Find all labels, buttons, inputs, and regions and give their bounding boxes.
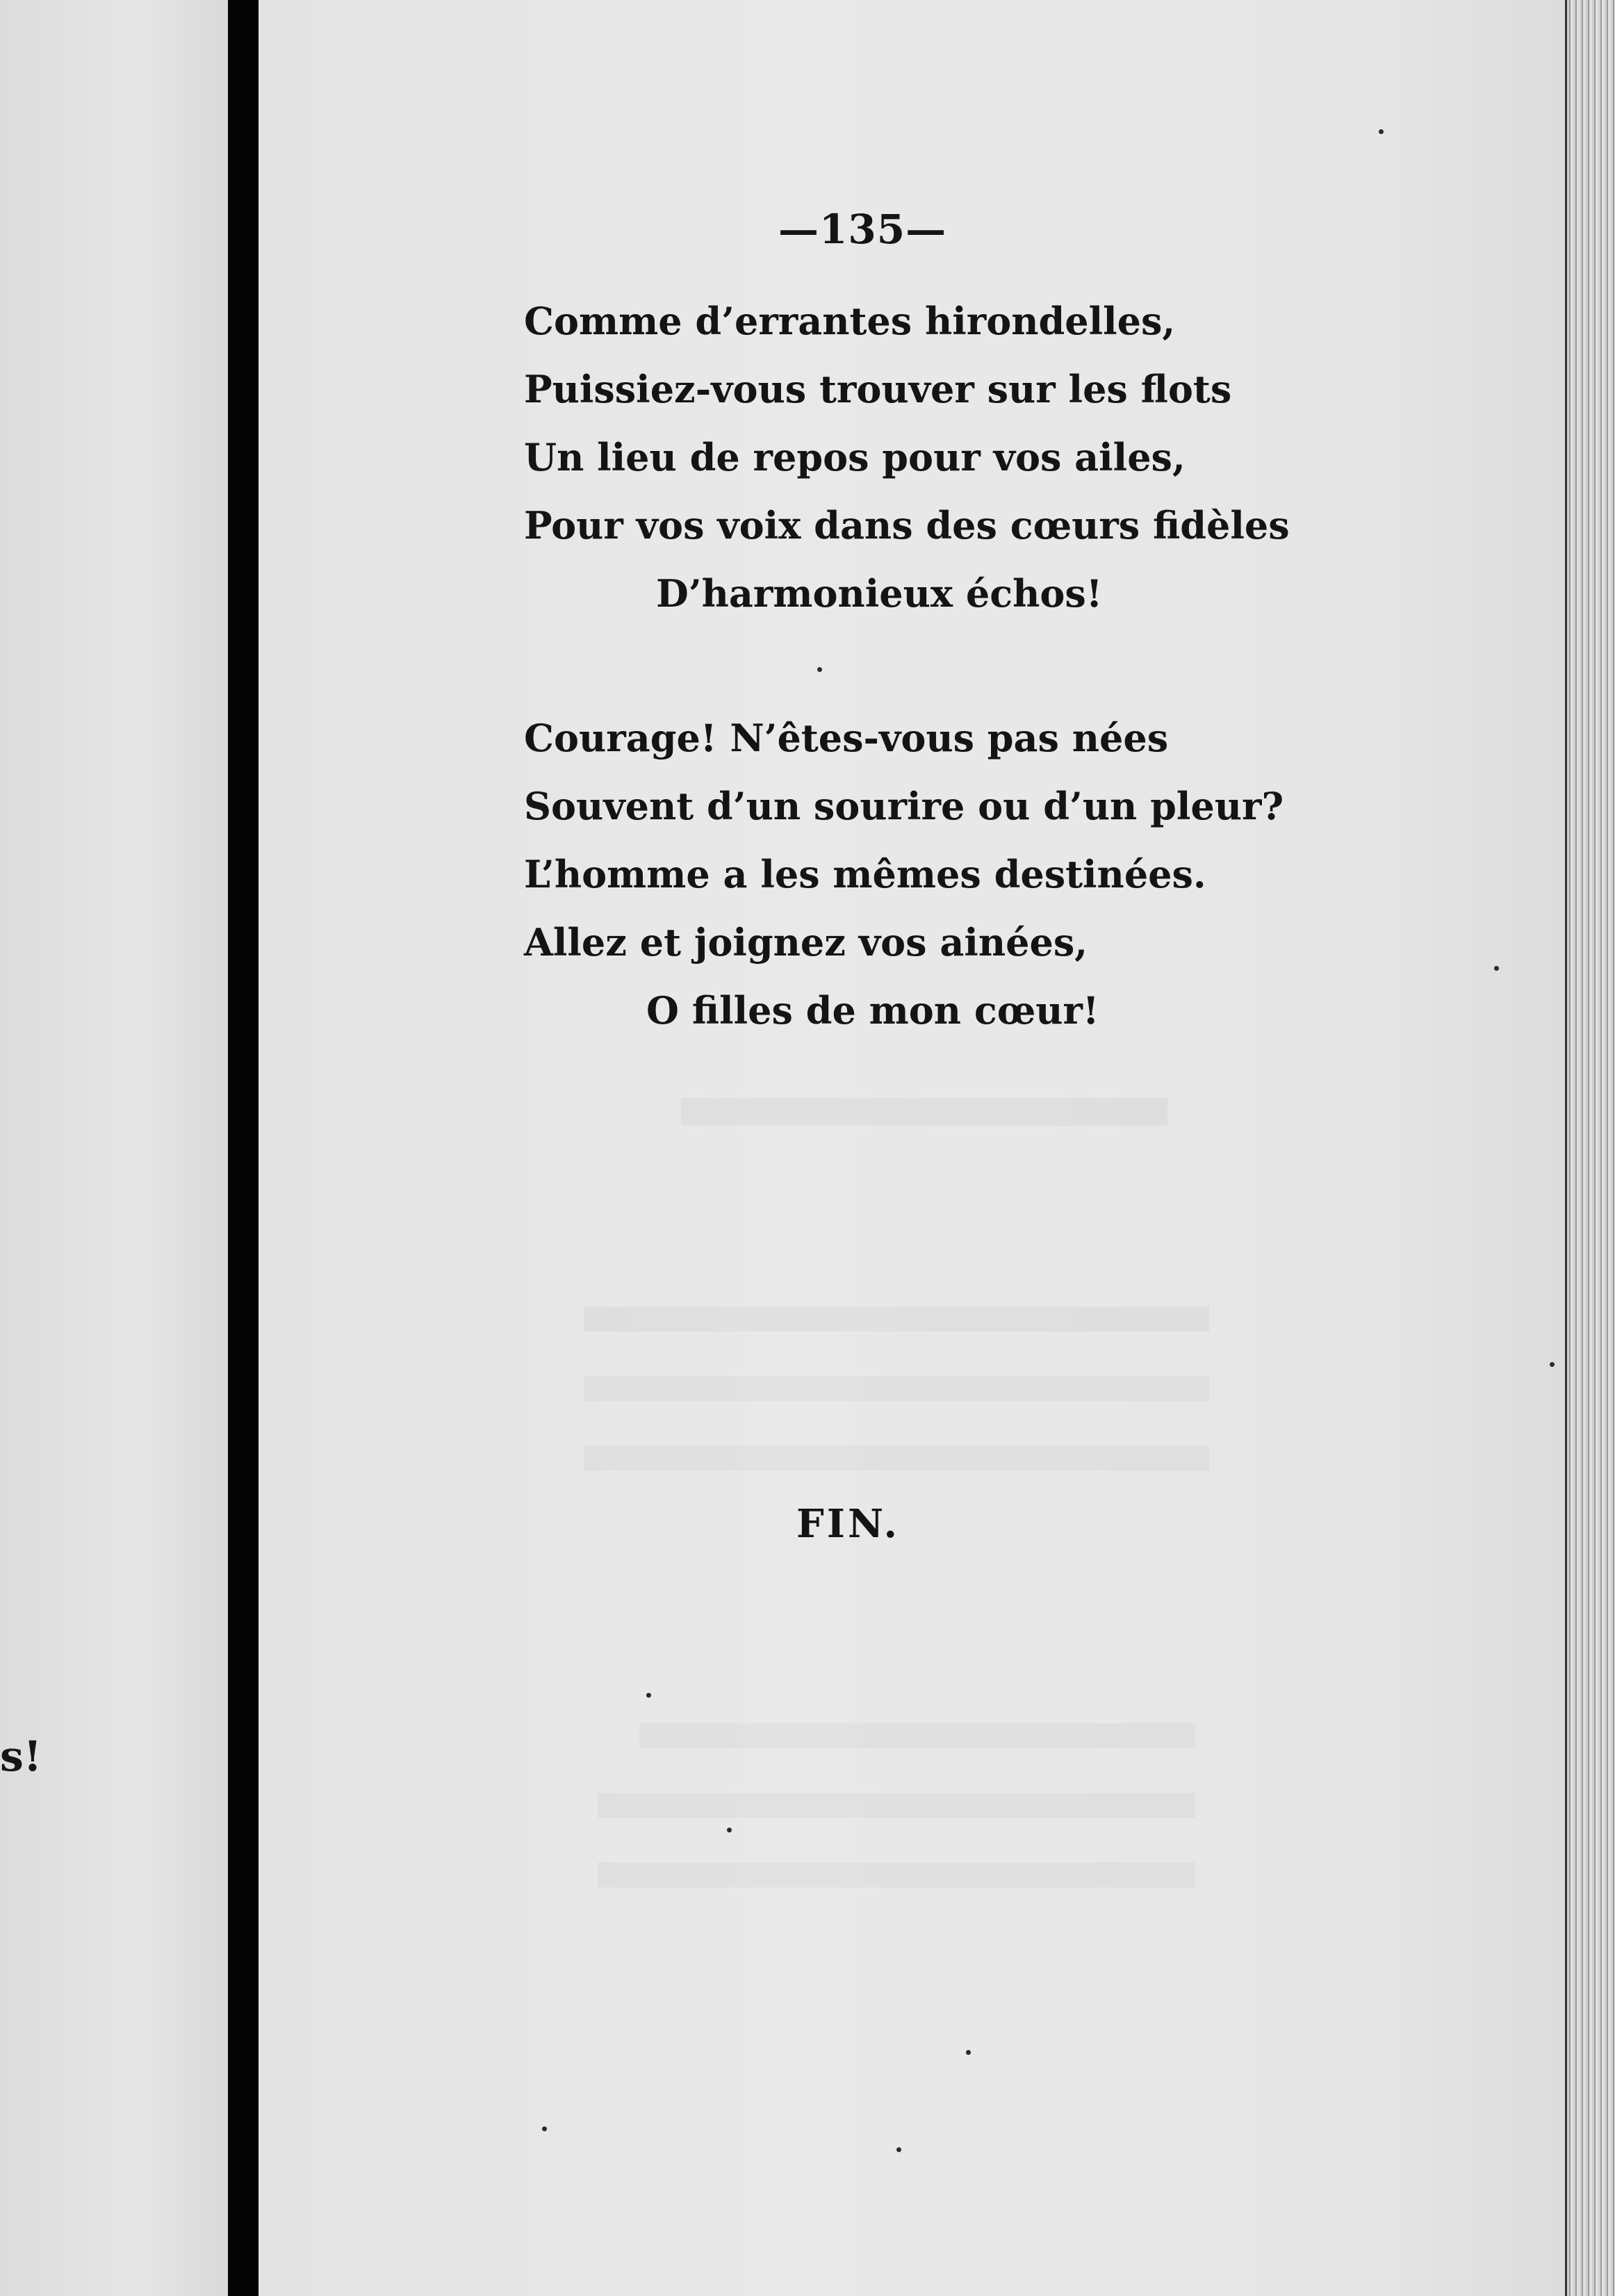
dust-speck — [1494, 966, 1499, 971]
page-edges — [1565, 0, 1615, 2296]
bleed-through-shadow — [584, 1306, 1209, 1331]
dust-speck — [966, 2050, 971, 2055]
verse-line: Puissiez-vous trouver sur les flots — [524, 367, 1232, 411]
left-page-text-fragment: s! — [0, 1732, 42, 1781]
verse-line: D’harmonieux échos! — [656, 571, 1103, 616]
dust-speck — [817, 667, 822, 672]
dust-speck — [542, 2126, 547, 2131]
verse-line: O filles de mon cœur! — [646, 988, 1099, 1033]
verse-line: Pour vos voix dans des cœurs fidèles — [524, 503, 1290, 548]
bleed-through-shadow — [598, 1793, 1195, 1818]
dust-speck — [1379, 129, 1384, 134]
dust-speck — [896, 2147, 901, 2152]
verse-line: Comme d’errantes hirondelles, — [524, 299, 1176, 343]
bleed-through-shadow — [598, 1862, 1195, 1887]
dust-speck — [727, 1828, 732, 1832]
bleed-through-shadow — [584, 1445, 1209, 1470]
verse-line: Un lieu de repos pour vos ailes, — [524, 435, 1186, 479]
verse-line: L’homme a les mêmes destinées. — [524, 852, 1206, 896]
book-gutter — [228, 0, 259, 2296]
dust-speck — [1550, 1362, 1555, 1367]
left-facing-page — [0, 0, 228, 2296]
verse-line: Souvent d’un sourire ou d’un pleur? — [524, 784, 1284, 828]
bleed-through-shadow — [584, 1376, 1209, 1401]
verse-line: Allez et joignez vos ainées, — [524, 920, 1088, 965]
dust-speck — [646, 1693, 651, 1698]
verse-line: Courage! N’êtes-vous pas nées — [524, 716, 1169, 760]
end-mark: FIN. — [796, 1501, 901, 1547]
bleed-through-shadow — [639, 1723, 1195, 1748]
right-page — [259, 0, 1565, 2296]
bleed-through-shadow — [681, 1098, 1167, 1126]
page-number: —135— — [778, 206, 947, 253]
